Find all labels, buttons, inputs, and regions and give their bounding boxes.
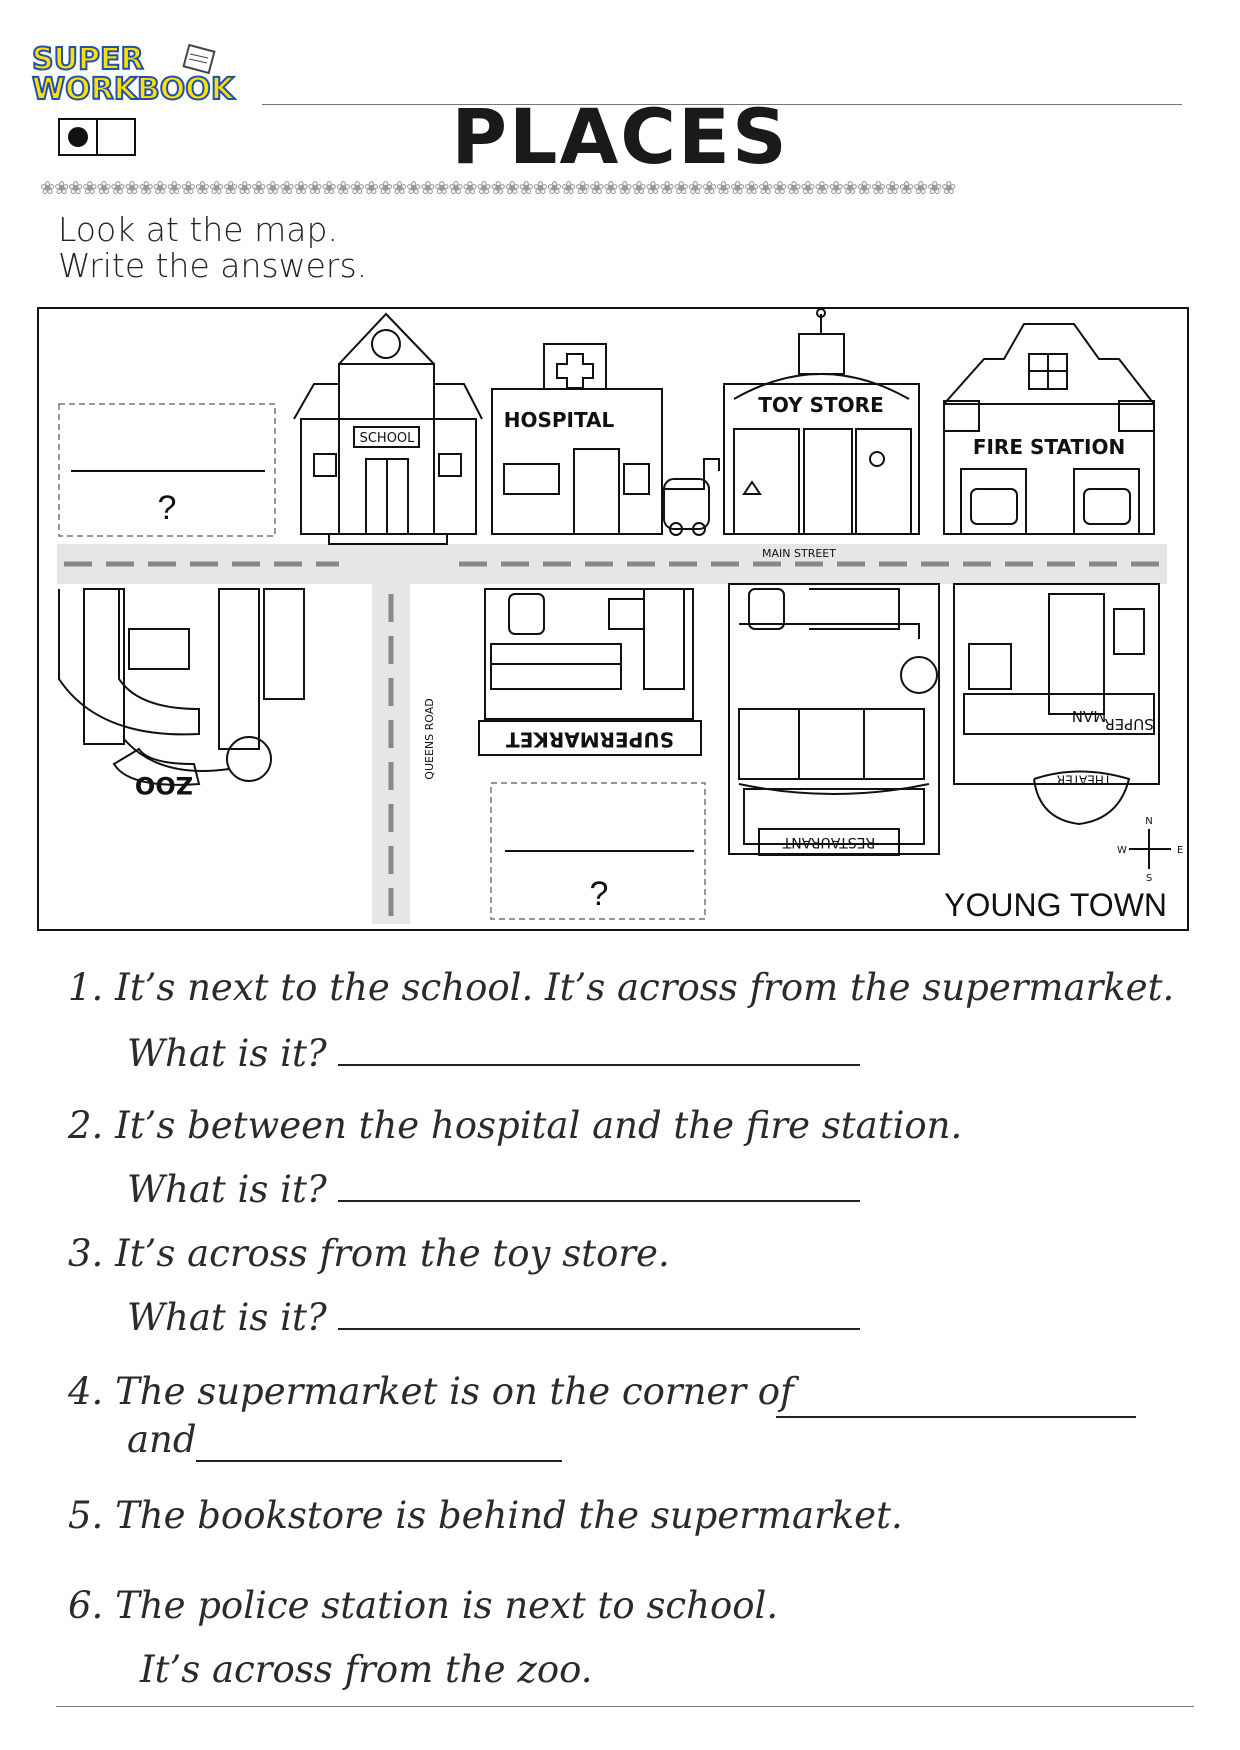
theater-sign-man: MAN: [1071, 707, 1107, 725]
question-6-number: 6.: [68, 1584, 104, 1627]
zoo-label: ZOO: [134, 771, 194, 799]
theater-label: THEATER: [1056, 772, 1112, 787]
question-2: [68, 1104, 962, 1147]
workbook-logo: [30, 42, 245, 112]
question-2-number: 2.: [68, 1104, 104, 1147]
question-3-number: 3.: [68, 1232, 104, 1275]
question-6-text: The police station is next to school.: [115, 1584, 779, 1627]
question-4-prompt: and: [127, 1418, 197, 1461]
queens-road-label: QUEENS ROAD: [423, 698, 436, 780]
town-name: YOUNG TOWN: [944, 887, 1167, 923]
answer-line-1[interactable]: [338, 1064, 860, 1066]
compass-n: N: [1145, 816, 1153, 827]
map-drawing: [39, 309, 1187, 929]
question-1: [68, 966, 1174, 1009]
page-title: PLACES: [451, 92, 789, 181]
question-4: [68, 1370, 794, 1413]
question-6-text2: It’s across from the zoo.: [140, 1648, 593, 1691]
instruction-line-1: Look at the map.: [58, 210, 338, 249]
toy-store-building: [724, 309, 919, 534]
current-page-dot: [68, 127, 88, 147]
question-6: [68, 1584, 778, 1627]
theater-building: [954, 584, 1159, 824]
school-label: SCHOOL: [359, 431, 415, 446]
compass-s: S: [1145, 873, 1153, 884]
restaurant-label: RESTAURANT: [782, 834, 876, 850]
answer-line-4a[interactable]: [776, 1416, 1136, 1418]
question-4-number: 4.: [68, 1370, 104, 1413]
instruction-line-2: Write the answers.: [58, 246, 368, 285]
restaurant-building: [729, 584, 939, 855]
question-2-prompt: What is it?: [127, 1168, 327, 1211]
question-1-prompt: What is it?: [127, 1032, 327, 1075]
question-3-text: It’s across from the toy store.: [115, 1232, 670, 1275]
logo-line2: WORKBOOK: [32, 72, 235, 107]
supermarket-label: SUPERMARKET: [506, 727, 674, 752]
town-map: [37, 307, 1189, 931]
question-1-number: 1.: [68, 966, 104, 1009]
question-3-prompt: What is it?: [127, 1296, 327, 1339]
fire-station-building: [944, 324, 1154, 534]
notepad-icon: [180, 44, 220, 74]
question-5: [68, 1494, 903, 1537]
answer-line-3[interactable]: [338, 1328, 860, 1330]
question-3: [68, 1232, 670, 1275]
answer-line-2[interactable]: [338, 1200, 860, 1202]
hospital-building: [492, 344, 719, 535]
school-building: [294, 314, 482, 544]
question-4-text: The supermarket is on the corner of: [115, 1370, 794, 1413]
question-5-text: The bookstore is behind the supermarket.: [115, 1494, 903, 1537]
hospital-label: HOSPITAL: [503, 408, 615, 432]
logo-line1: SUPER: [32, 42, 144, 77]
zoo-building: [59, 589, 304, 785]
footer-rule: [56, 1706, 1194, 1707]
compass-rose: [1129, 829, 1171, 869]
theater-sign-super: SUPER: [1104, 715, 1154, 733]
fire-station-label: FIRE STATION: [972, 435, 1126, 459]
question-2-text: It’s between the hospital and the fire station.: [115, 1104, 963, 1147]
main-street-label: MAIN STREET: [762, 547, 836, 560]
answer-line-4b[interactable]: [196, 1460, 562, 1462]
instructions: [58, 212, 367, 284]
compass-e: E: [1177, 845, 1184, 856]
paw-print-border: ❀❀❀❀❀❀❀❀❀❀❀❀❀❀❀❀❀❀❀❀❀❀❀❀❀❀❀❀❀❀❀❀❀❀❀❀❀❀❀❀❀❀❀❀❀❀❀❀❀❀❀❀❀❀❀❀❀❀❀❀❀❀❀❀❀: [40, 178, 956, 199]
compass-w: W: [1117, 845, 1127, 856]
question-5-number: 5.: [68, 1494, 104, 1537]
unknown-label-2: ?: [589, 875, 609, 913]
question-1-text: It’s next to the school. It’s across from the supermarket.: [115, 966, 1175, 1009]
unknown-label-1: ?: [157, 489, 177, 527]
toy-store-label: TOY STORE: [758, 393, 884, 417]
